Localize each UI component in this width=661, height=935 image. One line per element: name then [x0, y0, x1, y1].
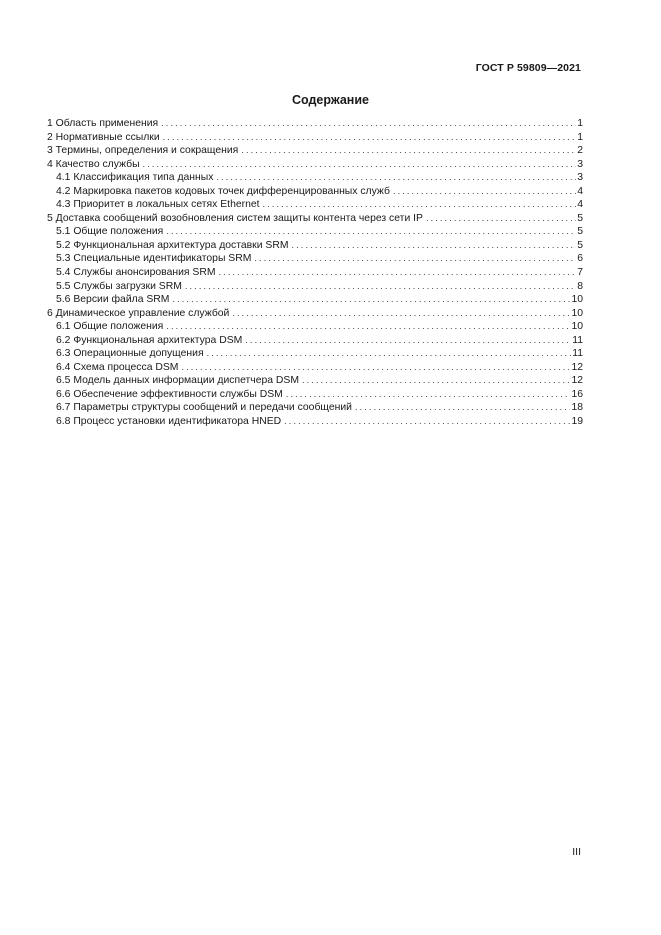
- toc-entry[interactable]: [47, 171, 583, 185]
- toc-leader-dots: [426, 212, 576, 226]
- toc-entry-label: 4.2 Маркировка пакетов кодовых точек дифференцированных служб: [56, 185, 390, 197]
- toc-leader-dots: [302, 374, 570, 388]
- toc-leader-dots: [284, 415, 570, 429]
- toc-leader-dots: [161, 117, 576, 131]
- toc-entry-page: 5: [577, 212, 583, 224]
- toc-entry[interactable]: [47, 158, 583, 172]
- toc-entry[interactable]: [47, 185, 583, 199]
- toc-entry-page: 16: [571, 388, 583, 400]
- toc-entry[interactable]: [47, 117, 583, 131]
- toc-entry-page: 3: [577, 158, 583, 170]
- toc-leader-dots: [286, 388, 571, 402]
- toc-entry-page: 18: [571, 402, 583, 414]
- toc-entry-label: 5.6 Версии файла SRM: [56, 294, 170, 306]
- toc-entry[interactable]: [47, 266, 583, 280]
- toc-entry[interactable]: [47, 320, 583, 334]
- toc-title: Содержание: [291, 93, 369, 107]
- toc-entry-label: 5.2 Функциональная архитектура доставки SRM: [56, 239, 289, 251]
- toc-entry[interactable]: [47, 415, 583, 429]
- toc-entry[interactable]: [47, 252, 583, 266]
- toc-entry[interactable]: [47, 131, 583, 145]
- page-number: III: [572, 846, 581, 858]
- toc-entry-page: 6: [577, 253, 583, 265]
- toc-entry-label: 4 Качество службы: [47, 158, 140, 170]
- toc-leader-dots: [241, 144, 576, 158]
- toc-entry-page: 8: [577, 280, 583, 292]
- toc-entry[interactable]: [47, 212, 583, 226]
- toc-leader-dots: [172, 293, 570, 307]
- toc-leader-dots: [207, 347, 572, 361]
- toc-entry[interactable]: [47, 347, 583, 361]
- document-code: ГОСТ Р 59809—2021: [475, 62, 581, 74]
- toc-entry-page: 2: [577, 145, 583, 157]
- toc-entry-page: 5: [577, 226, 583, 238]
- toc-entry-label: 6.2 Функциональная архитектура DSM: [56, 334, 243, 346]
- toc-leader-dots: [254, 252, 576, 266]
- toc-leader-dots: [245, 334, 571, 348]
- toc-leader-dots: [181, 361, 570, 375]
- toc-entry[interactable]: [47, 401, 583, 415]
- toc-entry[interactable]: [47, 280, 583, 294]
- toc-entry[interactable]: [47, 198, 583, 212]
- toc-entry-label: 4.1 Классификация типа данных: [56, 172, 214, 184]
- toc-entry[interactable]: [47, 374, 583, 388]
- toc-leader-dots: [143, 158, 577, 172]
- toc-entry[interactable]: [47, 307, 583, 321]
- toc-entry-label: 5 Доставка сообщений возобновления систем защиты контента через сети IP: [47, 212, 423, 224]
- toc-leader-dots: [232, 307, 570, 321]
- toc-leader-dots: [393, 185, 576, 199]
- toc-leader-dots: [166, 320, 570, 334]
- toc-entry-label: 6.6 Обеспечение эффективности службы DSM: [56, 388, 283, 400]
- toc-entry-page: 7: [577, 267, 583, 279]
- toc-leader-dots: [219, 266, 577, 280]
- toc-entry-label: 6.3 Операционные допущения: [56, 348, 204, 360]
- toc-entry-label: 5.4 Службы анонсирования SRM: [56, 267, 216, 279]
- toc-leader-dots: [216, 171, 576, 185]
- toc-entry-page: 10: [571, 321, 583, 333]
- toc-entry-page: 12: [571, 361, 583, 373]
- toc-entry[interactable]: [47, 361, 583, 375]
- toc-leader-dots: [292, 239, 577, 253]
- toc-entry-page: 4: [577, 185, 583, 197]
- toc-entry-page: 10: [571, 294, 583, 306]
- toc-entry-label: 6.5 Модель данных информации диспетчера DSM: [56, 375, 300, 387]
- toc-entry-label: 6.4 Схема процесса DSM: [56, 361, 179, 373]
- toc-entry-page: 4: [577, 199, 583, 211]
- toc-entry[interactable]: [47, 239, 583, 253]
- toc-leader-dots: [263, 198, 577, 212]
- toc-entry-label: 5.3 Специальные идентификаторы SRM: [56, 253, 252, 265]
- toc-entry-label: 6.7 Параметры структуры сообщений и передачи сообщений: [56, 402, 352, 414]
- toc-leader-dots: [163, 131, 577, 145]
- toc-entry-page: 11: [572, 348, 583, 360]
- toc-entry[interactable]: [47, 388, 583, 402]
- toc-entry[interactable]: [47, 334, 583, 348]
- toc-entry-page: 3: [577, 172, 583, 184]
- toc-entry-page: 5: [577, 239, 583, 251]
- toc-entry-page: 1: [577, 131, 583, 143]
- toc-entry-page: 10: [571, 307, 583, 319]
- toc-entry-label: 5.5 Службы загрузки SRM: [56, 280, 182, 292]
- toc-entry-label: 2 Нормативные ссылки: [47, 131, 160, 143]
- toc-entry-label: 6.1 Общие положения: [56, 321, 164, 333]
- toc-leader-dots: [166, 225, 576, 239]
- toc-entry[interactable]: [47, 144, 583, 158]
- toc-leader-dots: [185, 280, 576, 294]
- toc-entry-label: 6 Динамическое управление службой: [47, 307, 230, 319]
- toc-entry-label: 6.8 Процесс установки идентификатора HNED: [56, 416, 282, 428]
- toc-entry[interactable]: [47, 293, 583, 307]
- toc-entry-label: 1 Область применения: [47, 118, 159, 129]
- toc-entry-page: 1: [577, 118, 583, 129]
- toc-entry-label: 3 Термины, определения и сокращения: [47, 145, 239, 157]
- table-of-contents: [47, 117, 583, 429]
- toc-entry-page: 12: [571, 375, 583, 387]
- toc-entry-label: 5.1 Общие положения: [56, 226, 164, 238]
- toc-entry-page: 11: [572, 334, 583, 346]
- toc-leader-dots: [355, 401, 570, 415]
- toc-entry[interactable]: [47, 225, 583, 239]
- toc-entry-page: 19: [571, 416, 583, 428]
- toc-entry-label: 4.3 Приоритет в локальных сетях Ethernet: [56, 199, 260, 211]
